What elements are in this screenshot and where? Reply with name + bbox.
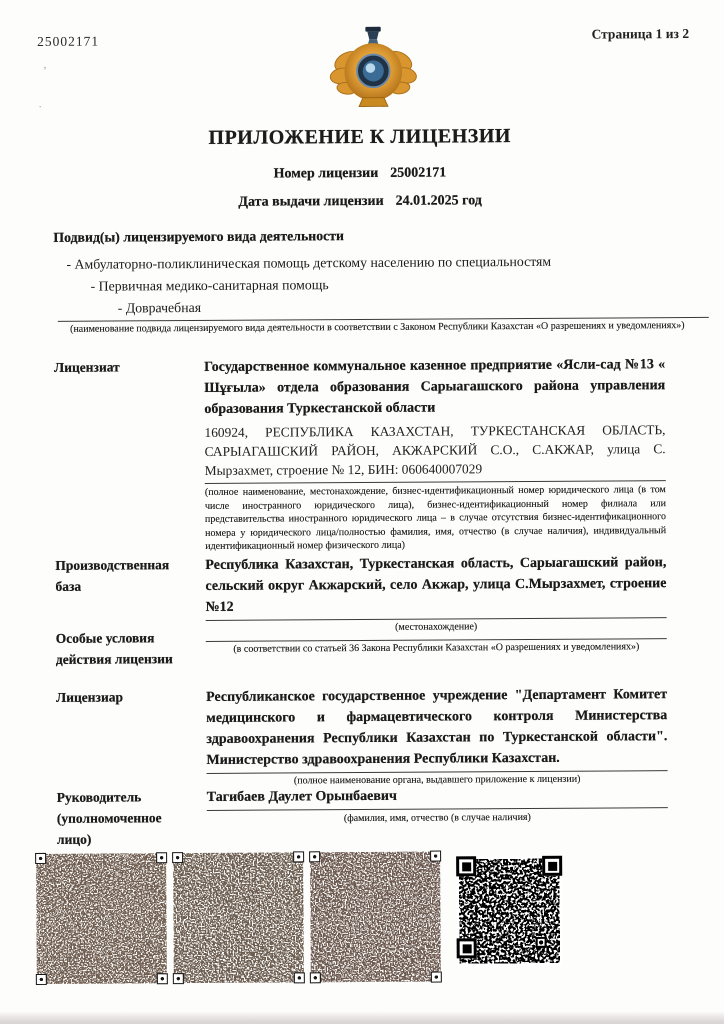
subtypes-caption: (наименование подвида лицензируемого вида деятельности в соответствии с Законом Республики Казахстан «О разрешениях и уведомлениях») <box>70 320 685 336</box>
kazakhstan-emblem-icon <box>327 26 420 117</box>
document-number: 25002171 <box>37 33 100 49</box>
data-matrix-noise-block <box>173 852 304 983</box>
data-matrix-noise-block <box>310 852 441 983</box>
licensor-caption: (полное наименование органа, выдавшего приложение к лицензии) <box>207 770 668 788</box>
issue-date-value: 24.01.2025 год <box>395 193 482 209</box>
licensor-label: Лицензиар <box>56 689 124 705</box>
production-base-field <box>55 552 666 636</box>
head-label: Руководитель (уполномоченное лицо) <box>56 789 162 847</box>
licensee-address: 160924, РЕСПУБЛИКА КАЗАХСТАН, ТУРКЕСТАНСКАЯ ОБЛАСТЬ, САРЫАГАШСКИЙ РАЙОН, АКЖАРСКИЙ С.О., С.АКЖАР, улица С. Мырзахмет, строение № 12, БИН: 060640007029 <box>204 422 666 479</box>
page-title: ПРИЛОЖЕНИЕ К ЛИЦЕНЗИИ <box>208 125 511 149</box>
licensor-field <box>56 684 668 789</box>
licensee-caption: (полное наименование, местонахождение, бизнес-идентификационный номер юридического лица (в том числе иностранного юридического лица), бизнес-идентификационный номер филиала или представительства иностранного юридического лица – в случае отсутствия бизнес-идентификационного номера у юридического лица/полностью фамилия, имя, отчество (в случае наличия), индивидуальный идентификационный номер физического лица) <box>205 480 666 554</box>
data-matrix-noise-block <box>36 853 167 984</box>
subtype-item: - Доврачебная <box>117 299 202 316</box>
production-base-caption: (местонахождение) <box>206 617 667 635</box>
subtypes-section <box>53 226 711 337</box>
special-conditions-field <box>56 625 667 671</box>
head-caption: (фамилия, имя, отчество (в случае наличия) <box>343 811 531 825</box>
license-number-value: 25002171 <box>390 165 447 181</box>
subtype-item: - Амбулаторно-поликлиническая помощь детскому населению по специальностям <box>66 253 552 272</box>
licensor-value: Республиканское государственное учреждение "Департамент Комитет медицинского и фармацевтического контроля Министерства здравоохранения Республики Казахстан по Туркестанской области". Министерство здравоохранения Республики Казахстан. <box>206 687 668 768</box>
special-conditions-caption: (в соответствии со статьей 36 Закона Республики Казахстан «О разрешениях и уведомлениях») <box>206 638 667 656</box>
subtype-item: - Первичная медико-санитарная помощь <box>90 276 329 294</box>
license-number-row <box>0 164 722 184</box>
production-base-label: Производственная база <box>55 557 170 594</box>
license-number-label: Номер лицензии <box>273 165 379 182</box>
special-conditions-label: Особые условия действия лицензии <box>55 630 173 667</box>
licensee-field <box>54 354 666 555</box>
subtypes-heading: Подвид(ы) лицензируемого вида деятельности <box>53 228 344 245</box>
scan-edge-shadow <box>0 1011 724 1024</box>
page-indicator: Страница 1 из 2 <box>591 25 690 42</box>
issue-date-row <box>0 192 722 212</box>
scan-artifact: ‚ <box>43 59 47 71</box>
scan-artifact: · <box>38 101 42 113</box>
qr-code <box>456 856 563 967</box>
production-base-value: Республика Казахстан, Туркестанская область, Сарыагашский район, сельский округ Акжарский, село Акжар, улица С.Мырзахмет, строение №12 <box>205 555 667 615</box>
licensee-label: Лицензиат <box>54 359 120 375</box>
head-name: Тагибаев Даулет Орынбаевич <box>207 784 668 811</box>
licensee-name: Государственное коммунальное казенное предприятие «Ясли-сад №13 « Шұғыла» отдела образования Сарыагашского района управления образования Туркестанской области <box>204 357 666 417</box>
issue-date-label: Дата выдачи лицензии <box>238 193 384 210</box>
head-field <box>57 784 668 850</box>
